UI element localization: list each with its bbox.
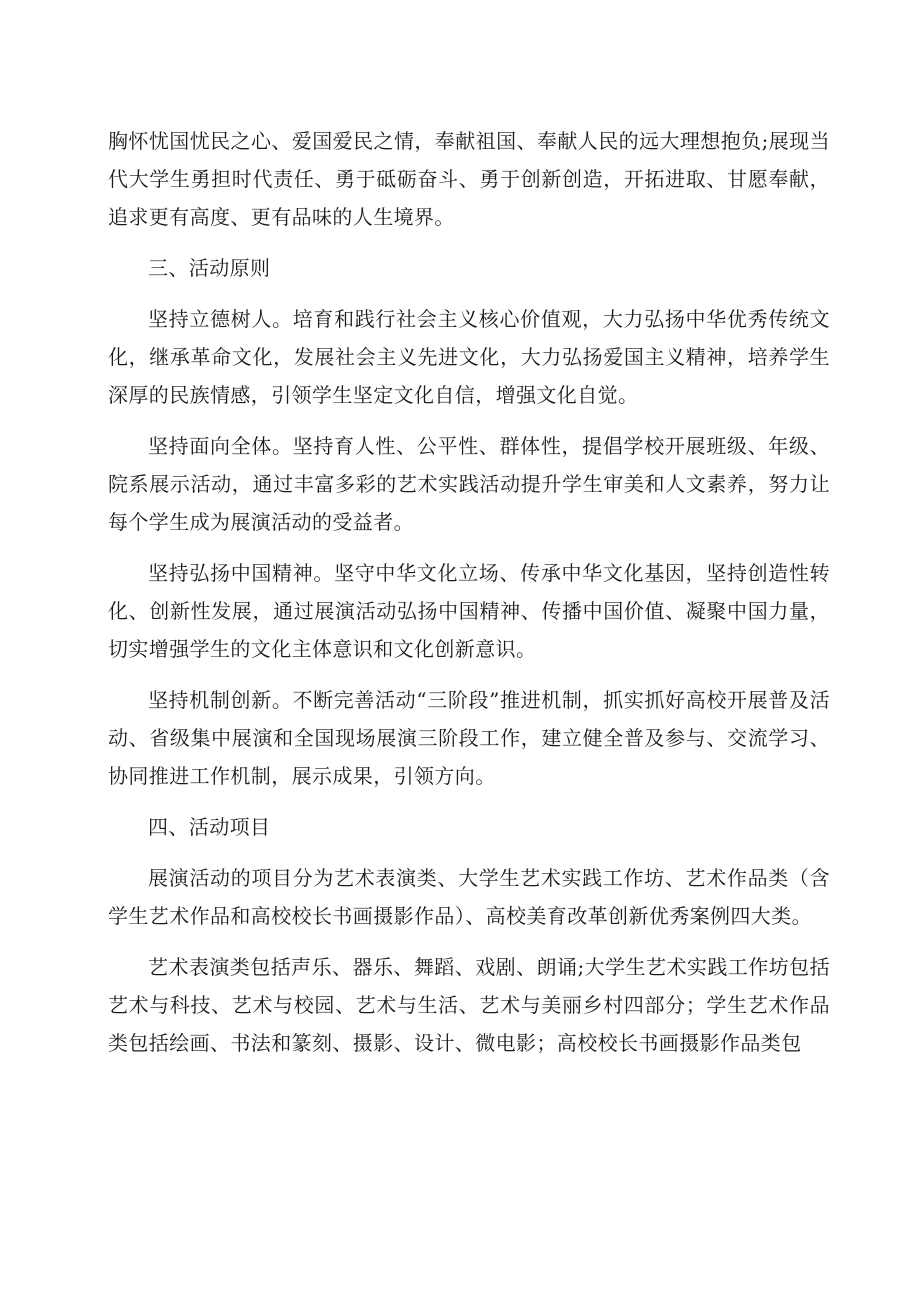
paragraph-continuation: 胸怀忧国忧民之心、爱国爱民之情，奉献祖国、奉献人民的远大理想抱负;展现当代大学生勇担时代责任、勇于砥砺奋斗、勇于创新创造，开拓进取、甘愿奉献，追求更有高度、更有品味的人生境界。 bbox=[108, 129, 830, 229]
paragraph-moral-education: 坚持立德树人。培育和践行社会主义核心价值观，大力弘扬中华优秀传统文化，继承革命文化，发展社会主义先进文化，大力弘扬爱国主义精神，培养学生深厚的民族情感，引领学生坚定文化自信，增强文化自觉。 bbox=[108, 307, 830, 407]
section-heading-projects: 四、活动项目 bbox=[148, 815, 271, 839]
paragraph-mechanism-innovation: 坚持机制创新。不断完善活动“三阶段”推进机制，抓实抓好高校开展普及活动、省级集中展演和全国现场展演三阶段工作，建立健全普及参与、交流学习、协同推进工作机制，展示成果，引领方向。 bbox=[108, 688, 830, 788]
paragraph-project-details: 艺术表演类包括声乐、器乐、舞蹈、戏剧、朗诵;大学生艺术实践工作坊包括艺术与科技、艺术与校园、艺术与生活、艺术与美丽乡村四部分；学生艺术作品类包括绘画、书法和篆刻、摄影、设计、微电影；高校校长书画摄影作品类包 bbox=[108, 955, 830, 1055]
document-body bbox=[108, 122, 830, 1075]
paragraph-chinese-spirit: 坚持弘扬中国精神。坚守中华文化立场、传承中华文化基因，坚持创造性转化、创新性发展，通过展演活动弘扬中国精神、传播中国价值、凝聚中国力量，切实增强学生的文化主体意识和文化创新意识。 bbox=[108, 561, 830, 661]
paragraph-all-students: 坚持面向全体。坚持育人性、公平性、群体性，提倡学校开展班级、年级、院系展示活动，通过丰富多彩的艺术实践活动提升学生审美和人文素养，努力让每个学生成为展演活动的受益者。 bbox=[108, 434, 830, 534]
section-heading-principles: 三、活动原则 bbox=[148, 256, 271, 280]
paragraph-project-categories: 展演活动的项目分为艺术表演类、大学生艺术实践工作坊、艺术作品类（含学生艺术作品和高校校长书画摄影作品）、高校美育改革创新优秀案例四大类。 bbox=[108, 866, 830, 928]
